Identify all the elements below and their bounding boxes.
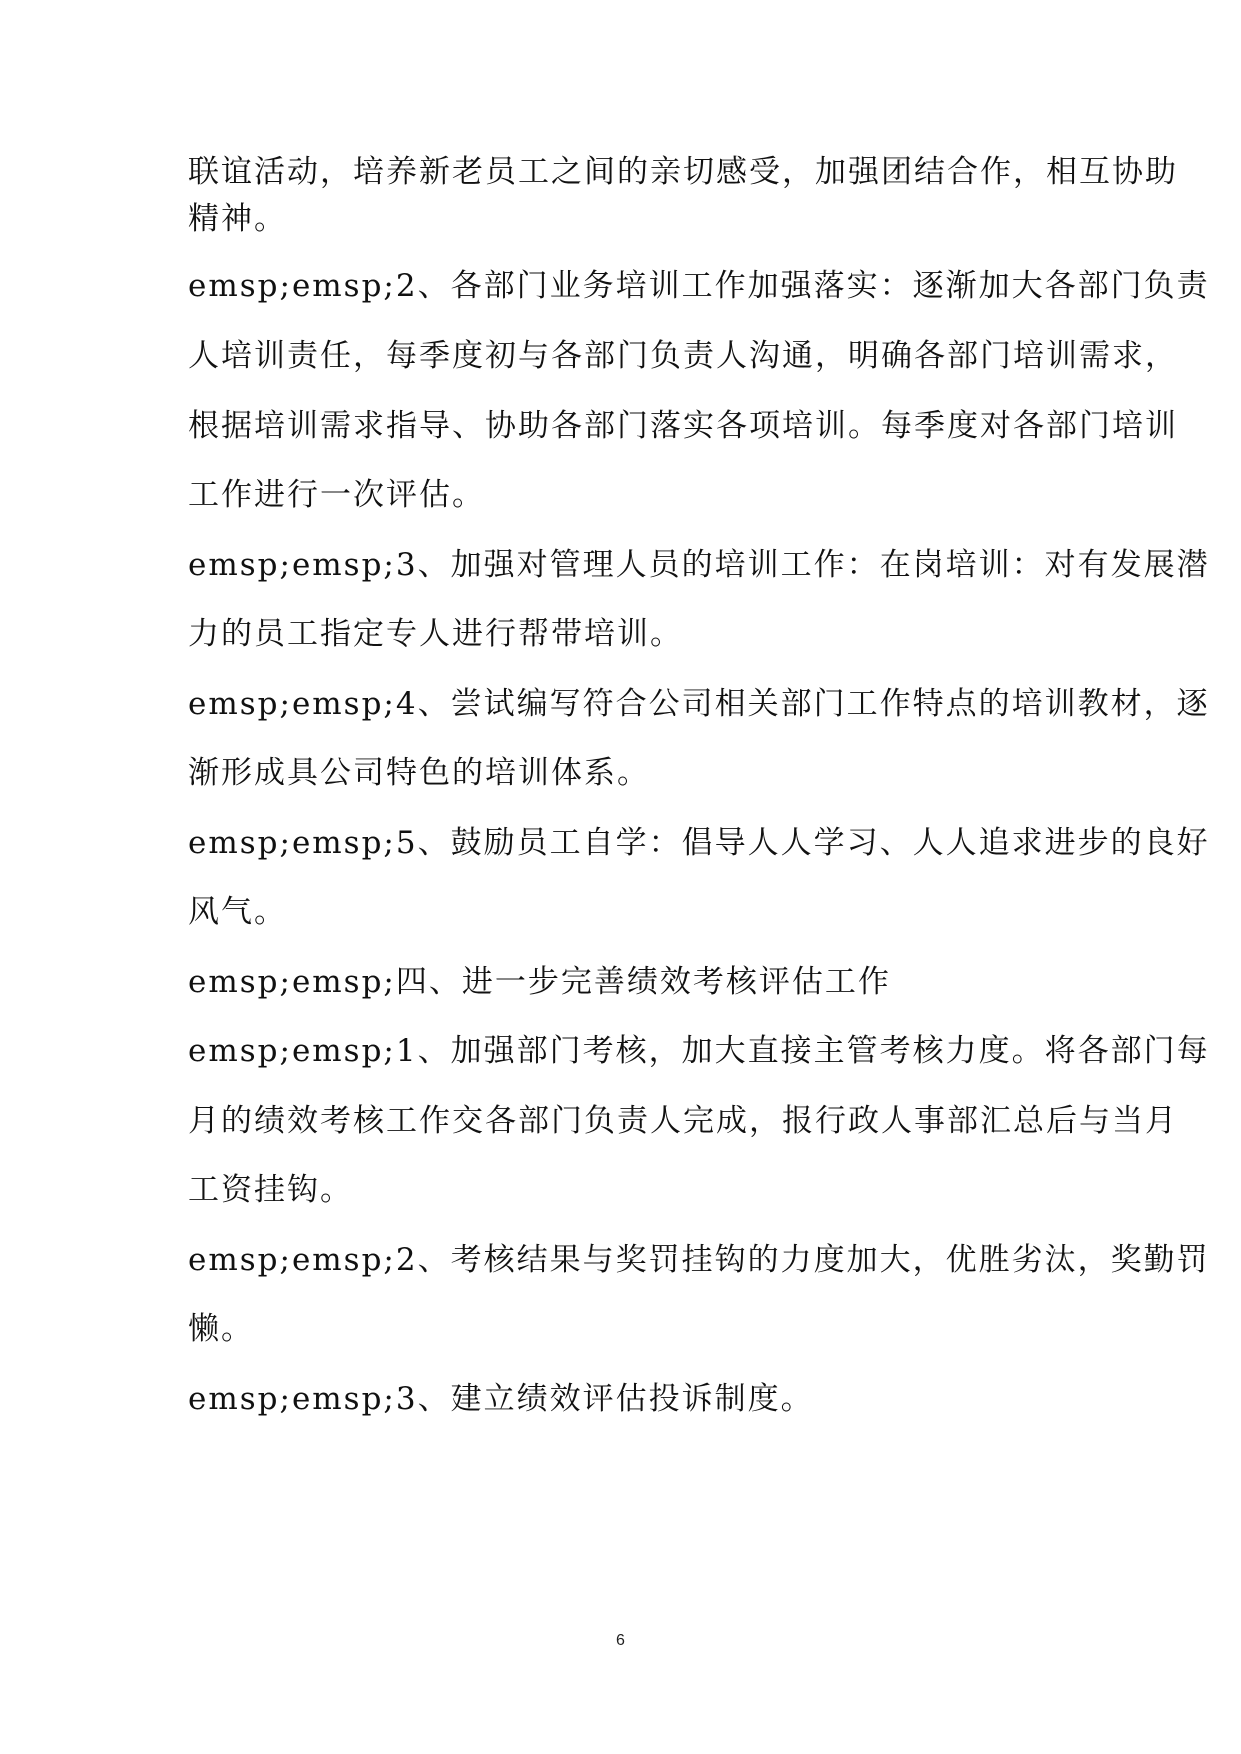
text-line: 月的绩效考核工作交各部门负责人完成，报行政人事部汇总后与当月 <box>188 1103 1178 1139</box>
text-line: 人培训责任，每季度初与各部门负责人沟通，明确各部门培训需求， <box>188 338 1178 374</box>
page-number: 6 <box>616 1632 625 1649</box>
text-line: 渐形成具公司特色的培训体系。 <box>188 755 650 791</box>
text-line: 风气。 <box>188 894 287 930</box>
text-line: emsp;emsp;2、各部门业务培训工作加强落实：逐渐加大各部门负责 <box>188 268 1210 304</box>
text-line: 工作进行一次评估。 <box>188 477 485 513</box>
text-line: 工资挂钩。 <box>188 1172 353 1208</box>
text-line: emsp;emsp;3、加强对管理人员的培训工作：在岗培训：对有发展潜 <box>188 547 1210 583</box>
text-line: 力的员工指定专人进行帮带培训。 <box>188 616 683 652</box>
text-line: emsp;emsp;四、进一步完善绩效考核评估工作 <box>188 964 891 1000</box>
text-line: 懒。 <box>188 1311 254 1347</box>
text-line: emsp;emsp;1、加强部门考核，加大直接主管考核力度。将各部门每 <box>188 1033 1210 1069</box>
text-line: 精神。 <box>188 201 287 237</box>
text-line: 联谊活动，培养新老员工之间的亲切感受，加强团结合作，相互协助 <box>188 154 1178 190</box>
text-line: emsp;emsp;4、尝试编写符合公司相关部门工作特点的培训教材，逐 <box>188 686 1210 722</box>
text-line: emsp;emsp;2、考核结果与奖罚挂钩的力度加大，优胜劣汰，奖勤罚 <box>188 1242 1210 1278</box>
text-line: 根据培训需求指导、协助各部门落实各项培训。每季度对各部门培训 <box>188 408 1178 444</box>
text-line: emsp;emsp;3、建立绩效评估投诉制度。 <box>188 1381 814 1417</box>
text-line: emsp;emsp;5、鼓励员工自学：倡导人人学习、人人追求进步的良好 <box>188 825 1210 861</box>
